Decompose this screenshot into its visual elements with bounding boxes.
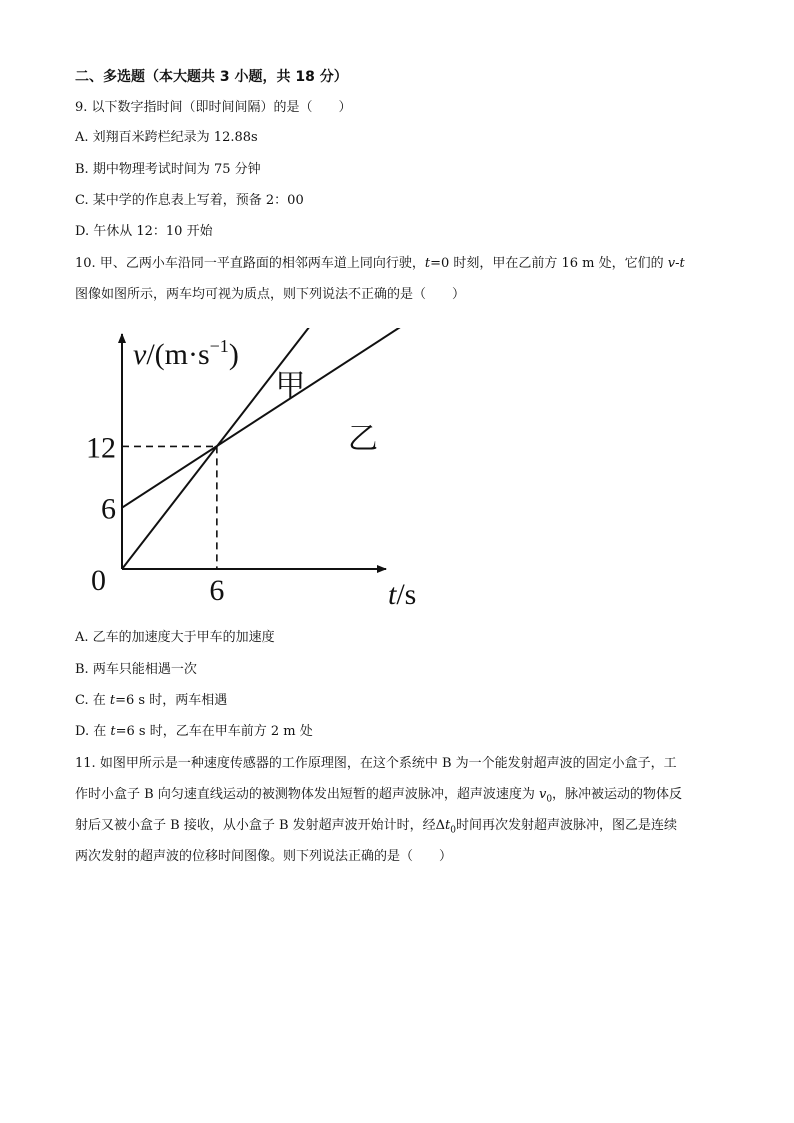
var-t: t [445,818,451,833]
var-t: t [109,693,116,708]
option-text: 乙车的加速度大于甲车的加速度 [92,630,275,645]
question-text: =0 时刻，甲在乙前方 16 m 处，它们的 [430,256,668,271]
section-title: 二、多选题（本大题共 3 小题，共 18 分） [75,69,348,85]
var-v: v [538,787,547,802]
option-text: 某中学的作息表上写着，预备 2：00 [92,193,304,208]
q10-option-a [75,629,275,647]
q10-option-c [75,692,227,710]
option-key: C. [75,193,89,208]
q10-option-d [75,723,313,741]
question-11-line4 [75,848,452,866]
q10-option-b [75,661,197,679]
option-text: 刘翔百米跨栏纪录为 12.88s [92,130,258,145]
question-10-stem-line2 [75,286,465,304]
question-number: 11. [75,756,96,771]
question-text: 时间再次发射超声波脉冲，图乙是连续 [456,818,678,833]
question-text: 射后又被小盒子 B 接收，从小盒子 B 发射超声波开始计时，经Δ [75,818,446,833]
question-11-line3 [75,817,677,840]
option-text: 期中物理考试时间为 75 分钟 [92,162,261,177]
option-key: B. [75,662,89,677]
question-text: 图像如图所示，两车均可视为质点，则下列说法不正确的是（ ） [75,287,466,302]
option-key: C. [75,693,89,708]
vt-graph [85,328,435,610]
var-vt: v-t [667,256,685,271]
question-number: 9. [75,100,88,115]
question-11-line1 [75,755,677,773]
option-text: =6 s 时，乙车在甲车前方 2 m 处 [115,724,313,739]
question-text: 两次发射的超声波的位移时间图像。则下列说法正确的是（ ） [75,849,453,864]
option-text: 两车只能相遇一次 [92,662,197,677]
series-label-1: 甲 [275,368,306,404]
question-text: ，脉冲被运动的物体反 [552,787,683,802]
subscript: 0 [450,825,456,836]
question-text: 作时小盒子 B 向匀速直线运动的被测物体发出短暂的超声波脉冲，超声波速度为 [75,787,539,802]
var-t: t [110,724,116,739]
var-t: t [424,256,431,271]
y-tick-label-2: 12 [86,431,116,465]
option-key: B. [75,162,89,177]
x-axis-label: t/s [388,578,417,610]
question-text: 以下数字指时间（即时间间隔）的是（ ） [91,100,352,115]
question-11-line2 [75,786,682,809]
series-label-2: 乙 [348,421,379,457]
option-a [75,129,258,147]
origin-label: 0 [91,564,106,597]
question-10-stem-line1 [75,255,685,273]
option-key: D. [75,724,90,739]
option-b [75,161,261,179]
question-number: 10. [75,256,96,271]
option-key: D. [75,224,90,239]
option-text: 在 [92,693,110,708]
question-9-stem [75,99,352,117]
subscript: 0 [546,794,553,805]
option-key: A. [75,630,89,645]
question-text: 如图甲所示是一种速度传感器的工作原理图，在这个系统中 B 为一个能发射超声波的固定小盒子，工 [99,756,677,771]
y-axis-label: $v/(m\cdot s^{-1})$ [133,336,239,371]
option-text: 在 [93,724,111,739]
option-d [75,223,213,241]
question-text: 甲、乙两小车沿同一平直路面的相邻两车道上同向行驶， [99,256,425,271]
option-text: =6 s 时，两车相遇 [115,693,228,708]
option-key: A. [75,130,89,145]
y-tick-label-1: 6 [101,492,116,526]
option-c [75,192,304,210]
option-text: 午休从 12：10 开始 [93,224,213,239]
x-tick-label-1: 6 [209,574,225,607]
